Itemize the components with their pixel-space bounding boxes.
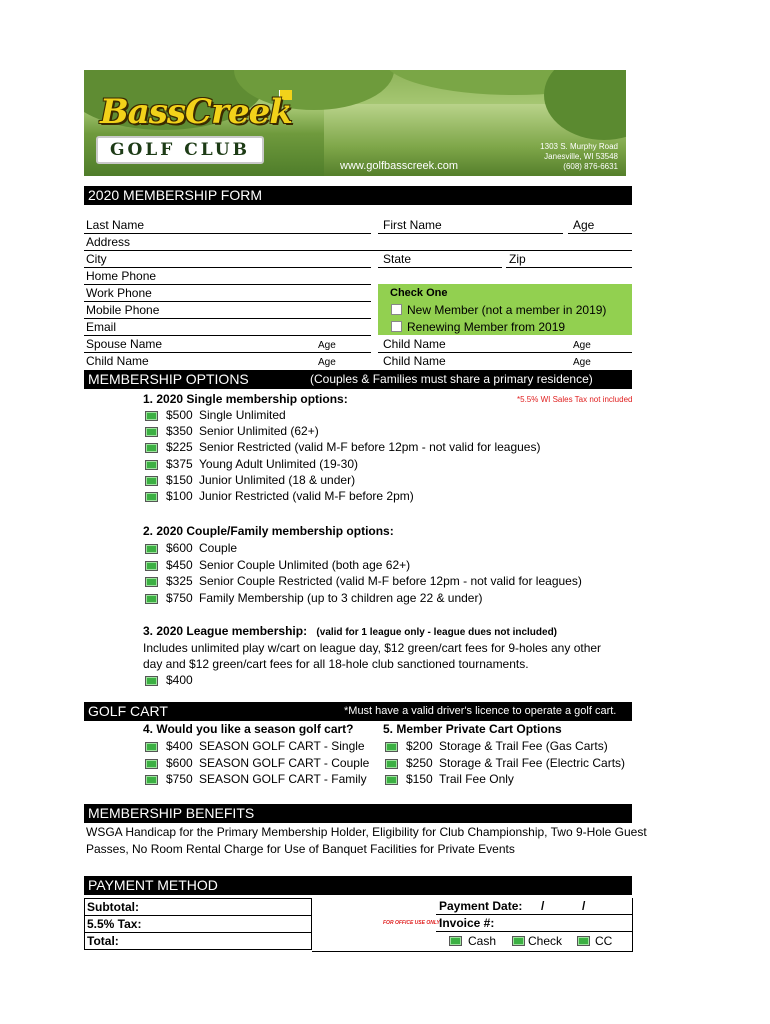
new-member-label: New Member (not a member in 2019) bbox=[407, 303, 607, 317]
season-cart-option-price: $750 bbox=[166, 772, 193, 786]
private-cart-question: 5. Member Private Cart Options bbox=[383, 722, 562, 736]
season-cart-option-checkbox[interactable] bbox=[145, 742, 158, 752]
membership-options-bar bbox=[84, 370, 632, 389]
child-name-field-2[interactable] bbox=[378, 352, 632, 353]
golf-cart-note: *Must have a valid driver's licence to operate a golf cart. bbox=[344, 705, 617, 717]
state-label: State bbox=[383, 252, 412, 266]
season-cart-option-description: SEASON GOLF CART - Couple bbox=[199, 755, 370, 770]
payment-date-slash-1: / bbox=[541, 899, 545, 913]
club-address bbox=[540, 142, 618, 172]
single-option-checkbox[interactable] bbox=[145, 411, 158, 421]
first-name-field[interactable] bbox=[378, 233, 563, 234]
home-phone-label: Home Phone bbox=[86, 269, 157, 283]
single-option-checkbox[interactable] bbox=[145, 427, 158, 437]
work-phone-field[interactable] bbox=[84, 301, 371, 302]
logo-plate bbox=[96, 136, 264, 164]
couple-option-description: Senior Couple Restricted (valid M-F before 12pm - not valid for leagues) bbox=[199, 574, 582, 588]
private-cart-option-checkbox[interactable] bbox=[385, 759, 398, 769]
email-label: Email bbox=[86, 320, 117, 334]
tax-label: 5.5% Tax: bbox=[87, 917, 142, 931]
private-cart-option-price: $250 bbox=[406, 755, 433, 770]
single-option-price: $225 bbox=[166, 440, 193, 455]
single-option-checkbox[interactable] bbox=[145, 476, 158, 486]
renewing-member-label: Renewing Member from 2019 bbox=[407, 320, 566, 334]
couple-options-title: 2. 2020 Couple/Family membership options: bbox=[143, 524, 394, 538]
single-option-description: Single Unlimited bbox=[199, 408, 286, 422]
couple-option-price: $750 bbox=[166, 590, 193, 605]
private-cart-option-price: $150 bbox=[406, 772, 433, 786]
benefits-bar bbox=[84, 804, 632, 823]
league-description-1: Includes unlimited play w/cart on league day, $12 green/cart fees for 9-holes any other bbox=[143, 641, 602, 655]
single-option-description: Junior Unlimited (18 & under) bbox=[199, 472, 356, 487]
email-field[interactable] bbox=[84, 335, 371, 336]
single-option-description: Senior Restricted (valid M-F before 12pm - not valid for leagues) bbox=[199, 440, 541, 455]
check-checkbox[interactable] bbox=[512, 936, 525, 946]
couple-option-description: Senior Couple Unlimited (both age 62+) bbox=[199, 557, 411, 572]
total-label: Total: bbox=[87, 934, 119, 948]
season-cart-option-checkbox[interactable] bbox=[145, 759, 158, 769]
age-field[interactable] bbox=[568, 233, 632, 234]
single-option-price: $350 bbox=[166, 424, 193, 439]
couple-option-price: $450 bbox=[166, 557, 193, 572]
invoice-field[interactable] bbox=[436, 931, 632, 932]
membership-options-title: MEMBERSHIP OPTIONS bbox=[88, 371, 249, 387]
total-row[interactable] bbox=[84, 932, 312, 950]
address-line2: Janesville, WI 53548 bbox=[544, 152, 618, 161]
spouse-age-label: Age bbox=[318, 340, 336, 351]
phone-number: (608) 876-6631 bbox=[563, 162, 618, 171]
child-name-label-1: Child Name bbox=[86, 354, 149, 368]
address-label: Address bbox=[86, 235, 131, 249]
mobile-phone-field[interactable] bbox=[84, 318, 371, 319]
subtotal-row[interactable] bbox=[84, 898, 312, 916]
check-one-title: Check One bbox=[390, 287, 448, 299]
state-field[interactable] bbox=[378, 267, 502, 268]
single-option-price: $500 bbox=[166, 408, 193, 422]
season-cart-question: 4. Would you like a season golf cart? bbox=[143, 722, 354, 736]
golf-cart-bar bbox=[84, 702, 632, 721]
logo-subtitle: GOLF CLUB bbox=[109, 140, 250, 160]
league-checkbox[interactable] bbox=[145, 676, 158, 686]
payment-bar bbox=[84, 876, 632, 895]
couple-option-price: $325 bbox=[166, 574, 193, 588]
form-title: 2020 MEMBERSHIP FORM bbox=[88, 187, 263, 203]
city-label: City bbox=[86, 252, 107, 266]
mobile-phone-label: Mobile Phone bbox=[86, 303, 160, 317]
check-label: Check bbox=[528, 934, 563, 948]
single-option-price: $100 bbox=[166, 489, 193, 503]
couple-option-checkbox[interactable] bbox=[145, 561, 158, 571]
couple-option-checkbox[interactable] bbox=[145, 577, 158, 587]
child-name-label-2: Child Name bbox=[383, 337, 446, 351]
cc-checkbox[interactable] bbox=[577, 936, 590, 946]
spouse-name-label: Spouse Name bbox=[86, 337, 163, 351]
single-option-description: Junior Restricted (valid M-F before 2pm) bbox=[199, 489, 414, 503]
single-option-checkbox[interactable] bbox=[145, 460, 158, 470]
membership-options-note: (Couples & Families must share a primary residence) bbox=[310, 372, 593, 386]
league-subtitle: (valid for 1 league only - league dues not included) bbox=[316, 627, 558, 638]
season-cart-option-price: $400 bbox=[166, 739, 193, 753]
age-label: Age bbox=[573, 218, 595, 232]
season-cart-option-checkbox[interactable] bbox=[145, 775, 158, 785]
child-age-label-1: Age bbox=[318, 357, 336, 368]
payment-date-slash-2: / bbox=[582, 899, 586, 913]
season-cart-option-description: SEASON GOLF CART - Single bbox=[199, 739, 365, 753]
league-title-row bbox=[143, 624, 557, 638]
couple-option-description: Couple bbox=[199, 541, 238, 555]
first-name-label: First Name bbox=[383, 218, 442, 232]
header-banner bbox=[84, 70, 626, 176]
private-cart-option-price: $200 bbox=[406, 739, 433, 753]
league-title: 3. 2020 League membership: bbox=[143, 624, 308, 638]
payment-date-field[interactable] bbox=[436, 914, 632, 915]
payment-totals-table bbox=[84, 898, 312, 952]
form-title-bar bbox=[84, 186, 632, 205]
cash-checkbox[interactable] bbox=[449, 936, 462, 946]
golf-cart-title: GOLF CART bbox=[88, 703, 168, 719]
work-phone-label: Work Phone bbox=[86, 286, 152, 300]
couple-option-checkbox[interactable] bbox=[145, 544, 158, 554]
address-line1: 1303 S. Murphy Road bbox=[540, 142, 618, 151]
subtotal-label: Subtotal: bbox=[87, 900, 139, 914]
couple-option-checkbox[interactable] bbox=[145, 594, 158, 604]
single-option-price: $150 bbox=[166, 472, 193, 487]
private-cart-option-description: Storage & Trail Fee (Electric Carts) bbox=[439, 755, 626, 770]
private-cart-option-checkbox[interactable] bbox=[385, 775, 398, 785]
season-cart-option-description: SEASON GOLF CART - Family bbox=[199, 772, 367, 786]
last-name-label: Last Name bbox=[86, 218, 145, 232]
logo-title: BassCreek bbox=[100, 92, 292, 132]
single-option-checkbox[interactable] bbox=[145, 443, 158, 453]
single-option-price: $375 bbox=[166, 456, 193, 471]
season-cart-option-price: $600 bbox=[166, 755, 193, 770]
child-age-label-3: Age bbox=[573, 357, 591, 368]
cash-label: Cash bbox=[468, 934, 497, 948]
couple-option-price: $600 bbox=[166, 541, 193, 555]
payment-date-label: Payment Date: bbox=[439, 899, 523, 913]
office-use-label: FOR OFFICE USE ONLY bbox=[383, 920, 440, 926]
couple-option-description: Family Membership (up to 3 children age 22 & under) bbox=[199, 590, 483, 605]
single-option-description: Senior Unlimited (62+) bbox=[199, 424, 319, 439]
child-name-label-3: Child Name bbox=[383, 354, 446, 368]
last-name-field[interactable] bbox=[84, 233, 371, 234]
league-price: $400 bbox=[166, 673, 193, 687]
child-age-label-2: Age bbox=[573, 340, 591, 351]
single-option-description: Young Adult Unlimited (19-30) bbox=[199, 456, 358, 471]
private-cart-option-description: Trail Fee Only bbox=[439, 772, 514, 786]
benefits-line-2: Passes, No Room Rental Charge for Use of Banquet Facilities for Private Events bbox=[86, 842, 515, 856]
zip-label: Zip bbox=[509, 252, 526, 266]
payment-title: PAYMENT METHOD bbox=[88, 877, 218, 893]
renewing-member-checkbox[interactable] bbox=[391, 321, 402, 332]
zip-field[interactable] bbox=[506, 267, 632, 268]
new-member-checkbox[interactable] bbox=[391, 304, 402, 315]
home-phone-field[interactable] bbox=[84, 284, 371, 285]
single-options-title: 1. 2020 Single membership options: bbox=[143, 392, 348, 406]
benefits-title: MEMBERSHIP BENEFITS bbox=[88, 805, 255, 821]
website-link[interactable]: www.golfbasscreek.com bbox=[340, 160, 458, 172]
city-field[interactable] bbox=[84, 267, 371, 268]
single-option-checkbox[interactable] bbox=[145, 492, 158, 502]
benefits-line-1: WSGA Handicap for the Primary Membership Holder, Eligibility for Club Championship, Two 9-Hole Guest bbox=[86, 825, 647, 839]
invoice-label: Invoice #: bbox=[439, 916, 495, 930]
spouse-name-field[interactable] bbox=[84, 352, 371, 353]
tax-row[interactable] bbox=[84, 915, 312, 933]
address-field[interactable] bbox=[84, 250, 632, 251]
league-description-2: day and $12 green/cart fees for all 18-hole club sanctioned tournaments. bbox=[143, 657, 529, 671]
cc-label: CC bbox=[595, 934, 613, 948]
private-cart-option-checkbox[interactable] bbox=[385, 742, 398, 752]
private-cart-option-description: Storage & Trail Fee (Gas Carts) bbox=[439, 739, 608, 753]
tax-note: *5.5% WI Sales Tax not included bbox=[517, 395, 633, 404]
